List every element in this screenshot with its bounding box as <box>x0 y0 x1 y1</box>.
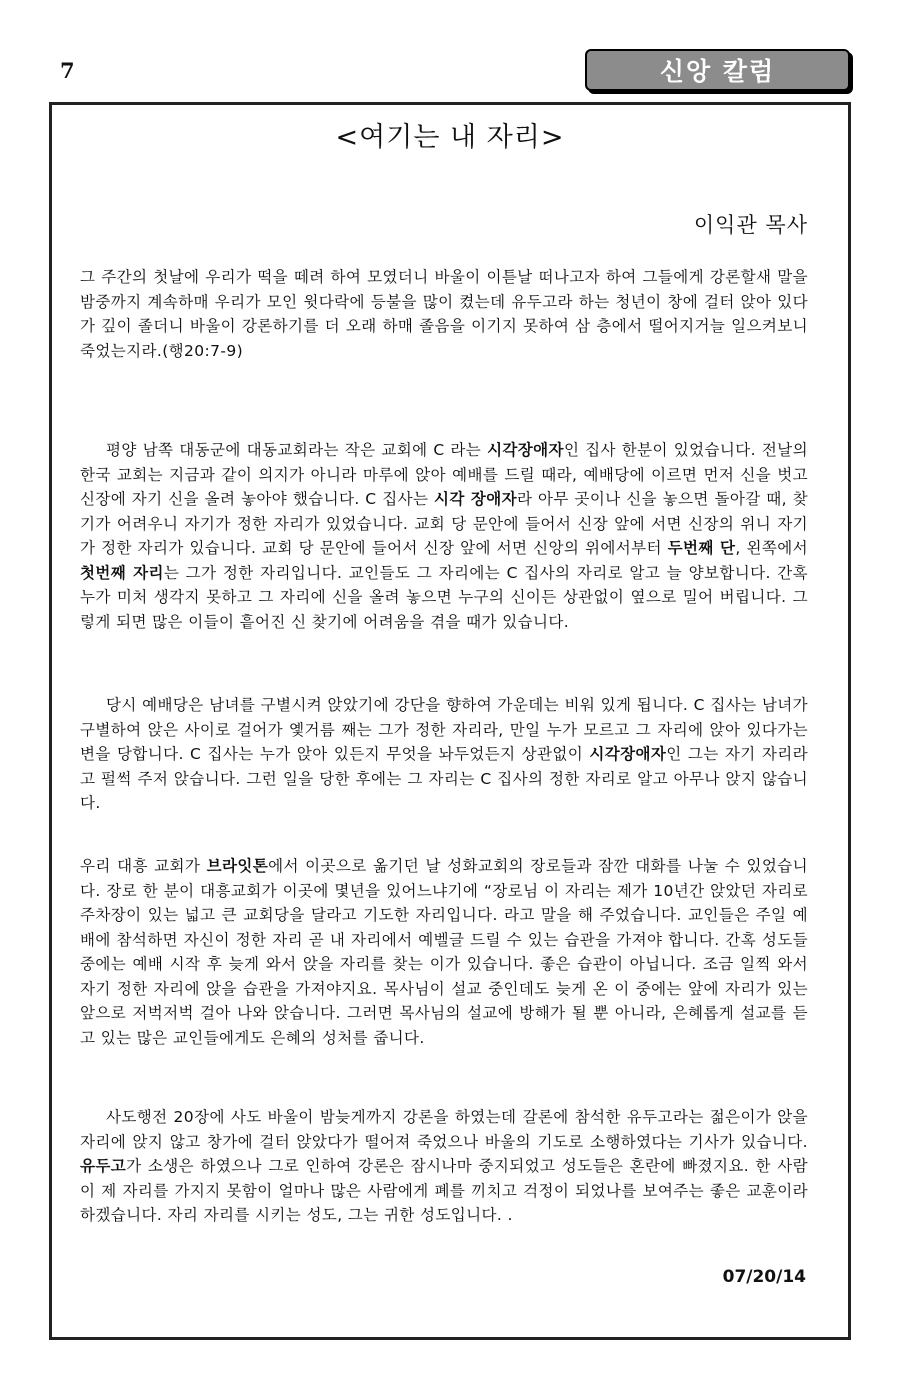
p1-bold-1: 시각장애자 <box>487 441 564 459</box>
paragraph-1 <box>80 438 808 634</box>
p1-text-4: , 왼쪽에서 <box>735 539 808 557</box>
p1-bold-3: 두번째 단 <box>667 539 736 557</box>
page-number: 7 <box>60 58 75 83</box>
p1-bold-2: 시각 장애자 <box>434 490 518 508</box>
p1-text-3: 라 아무 곳이나 신을 놓으면 돌아갈 때, 찾기가 어려우니 자기가 정한 자리가 있었습니다. 교회 당 문안에 들어서 신장 앞에 서면 신장의 위니 자기가 정한 자리가 있습니다. 교회 당 문안에 들어서 신장 앞에 서면 신앙의 위에서부터 <box>80 490 808 557</box>
p1-text-2: 인 집사 한분이 있었습니다. 전날의 한국 교회는 지금과 같이 의지가 아니라 마루에 앉아 예배를 드릴 때라, 예배당에 이르면 먼저 신을 벗고 신장에 자기 신을 올려 놓아야 했습니다. C 집사는 <box>80 441 808 508</box>
p2-text-1: 당시 예배당은 남녀를 구별시켜 앉았기에 강단을 향하여 가운데는 비워 있게 됩니다. C 집사는 남녀가 구별하여 앉은 사이로 걸어가 옟거름 째는 그가 정한 자리라, 만일 누가 모르고 그 자리에 앉아 있다가는 변을 당합니다. C 집사는 누가 앉아 있든지 무엇을 놔두었든지 상관없이 <box>80 696 808 763</box>
p1-text-1: 평양 남쪽 대동군에 대동교회라는 작은 교회에 C 라는 <box>106 441 488 459</box>
paragraph-3 <box>80 854 808 1050</box>
section-label-badge: 신앙 칼럼 <box>585 49 850 91</box>
p3-text-1: 우리 대흥 교회가 <box>80 857 207 875</box>
p2-text-2: 인 그는 자기 자리라고 펄썩 주저 앉습니다. 그런 일을 당한 후에는 그 자리는 C 집사의 정한 자리로 알고 아무나 앉지 않습니다. <box>80 745 809 812</box>
article-date: 07/20/14 <box>722 1267 806 1287</box>
article-title: <여기는 내 자리> <box>335 122 565 153</box>
paragraph-4 <box>80 1105 808 1228</box>
p2-bold-1: 시각장애자 <box>589 745 667 763</box>
p3-text-2: 에서 이곳으로 옮기던 날 성화교회의 장로들과 잠깐 대화를 나눌 수 있었습니다. 장로 한 분이 대흥교회가 이곳에 몇년을 있어느냐기에 “장로님 이 자리는 제가 10년간 앉았던 자리로 주차장이 있는 넓고 큰 교회당을 달라고 기도한 자리입니다. 라고 말을 해 주었습니다. 교인들은 주일 예배에 참석하면 자신이 정한 자리 곧 내 자리에서 예벨글 드릴 수 있는 습관을 가져야 합니다. 간혹 성도들 중에는 예배 시작 후 늦게 와서 앉을 자리를 찾는 이가 있습니다. 좋은 습관이 아닙니다. 조금 일찍 와서 자기 정한 자리에 앉을 습관을 가져야지요. 목사님이 설교 중인데도 늦게 온 이 중에는 앞에 자리가 있는 앞으로 저벅저벅 걸아 나와 앉습니다. 그러면 목사님의 설교에 방해가 될 뿐 아니라, 은혜롭게 설교를 듣고 있는 많은 교인들에게도 은혜의 성처를 줍니다. <box>80 857 808 1047</box>
scripture-verse: 그 주간의 첫날에 우리가 떡을 떼려 하여 모였더니 바울이 이튿날 떠나고자 하여 그들에게 강론할새 말을 밤중까지 계속하매 우리가 모인 윗다락에 등불을 많이 켰는데 유두고라 하는 청년이 창에 걸터 앉아 있다가 깊이 졸더니 바울이 강론하기를 더 오래 하매 졸음을 이기지 못하여 삼 층에서 떨어지거늘 일으켜보니 죽었는지라.(행20:7-9) <box>80 268 808 360</box>
p1-bold-4: 첫번째 자리 <box>80 563 164 582</box>
p3-bold-1: 브라잇톤 <box>206 857 269 875</box>
article-frame <box>49 102 851 1340</box>
article-author: 이익관 목사 <box>693 213 808 237</box>
paragraph-2 <box>80 693 808 816</box>
p4-text-2: 가 소생은 하였으나 그로 인하여 강론은 잠시나마 중지되었고 성도들은 혼란에 빠졌지요. 한 사람이 제 자리를 가지지 못함이 얼마나 많은 사람에게 폐를 끼치고 걱정이 되었나를 보여주는 좋은 교훈이라 하겠습니다. 자리 자리를 시키는 성도, 그는 귀한 성도입니다. . <box>80 1157 808 1224</box>
p4-bold-1: 유두고 <box>80 1157 127 1175</box>
p4-text-1: 사도행전 20장에 사도 바울이 밤늦게까지 강론을 하였는데 갈론에 참석한 유두고라는 젊은이가 앉을 자리에 앉지 않고 창가에 걸터 앉았다가 떨어져 죽었으나 바울의 기도로 소행하였다는 기사가 있습니다. <box>80 1108 808 1151</box>
p1-text-5: 는 그가 정한 자리입니다. 교인들도 그 자리에는 C 집사의 자리로 알고 늘 양보합니다. 간혹 누가 미처 생각지 못하고 그 자리에 신을 올려 놓으면 누구의 신이든 상관없이 옆으로 밀어 버립니다. 그렇게 되면 많은 이들이 흩어진 신 찾기에 어려움을 겪을 때가 있습니다. <box>80 563 809 631</box>
